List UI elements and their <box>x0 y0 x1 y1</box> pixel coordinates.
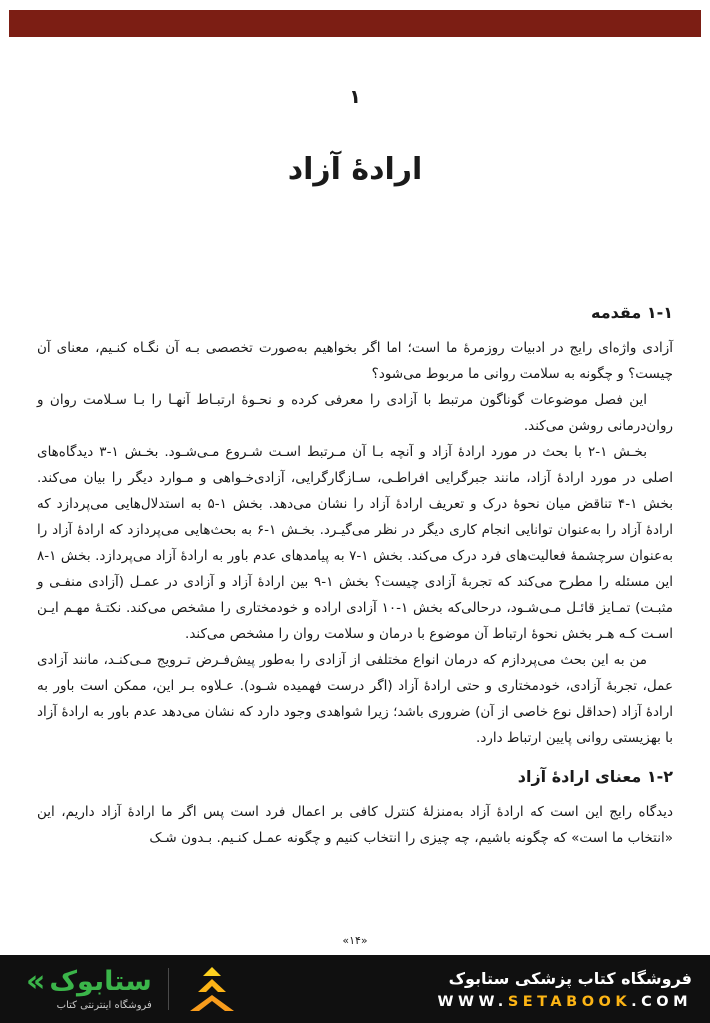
section-introduction <box>37 303 673 751</box>
paragraph: آزادی واژه‌ای رایج در ادبیات روزمرۀ ما است؛ اما اگر بخواهیم به‌صورت تخصصی بـه آن نگـاه کنـیم، معنای آن چیست؟ و چگونه به سلامت روانی ما مربوط می‌شود؟ <box>37 340 673 382</box>
page-number: «۱۴» <box>342 934 368 947</box>
section-heading-meaning: ۱-۲ معنای ارادۀ آزاد <box>517 767 673 786</box>
setabook-logo[interactable] <box>26 966 239 1012</box>
footer-store-info <box>438 969 693 1010</box>
website-url[interactable] <box>438 994 693 1010</box>
section-heading-introduction: ۱-۱ مقدمه <box>590 303 673 322</box>
url-brand: SETABOOK <box>507 993 632 1010</box>
url-suffix: .COM <box>631 993 692 1010</box>
logo-chevron-icon: « <box>26 964 46 999</box>
chapter-header-bar <box>9 10 701 37</box>
pyramid-books-icon <box>185 966 239 1012</box>
section-meaning-of-free-will <box>37 767 673 851</box>
url-prefix: WWW. <box>437 993 508 1010</box>
chapter-number: ۱ <box>349 86 361 108</box>
store-name: فروشگاه کتاب پزشکی ستابوک <box>448 968 692 988</box>
logo-text-block <box>26 964 152 1011</box>
chapter-title: ارادۀ آزاد <box>287 152 423 187</box>
paragraph: این فصل موضوعات گوناگون مرتبط با آزادی را معرفی کرده و نحـوۀ ارتبـاط آنهـا را بـا سـلامت روان و روان‌درمانی روشن می‌کند. <box>37 392 673 434</box>
paragraph: بخـش ۱-۲ با بحث در مورد ارادۀ آزاد و آنچه بـا آن مـرتبط اسـت شـروع مـی‌شـود. بخـش ۱-۳ دیدگاه‌های اصلی در مورد ارادۀ آزاد، مانند جبرگرایی افراطـی، سـازگارگرایی، آزادی‌خـواهی و مـوارد دیگر را بیان می‌کند. بخش ۱-۴ تناقض میان نحوۀ درک و تعریف ارادۀ آزاد را نشان می‌دهد. بخش ۱-۵ به استدلال‌هایی می‌پردازد که ارادۀ آزاد را به‌عنوان توانایی انجام کاری دیگر در نظر می‌گیـرد. بخـش ۱-۶ به بحث‌هایی می‌پردازد که ارادۀ آزاد را به‌عنوان سرچشمۀ فعالیت‌های فرد درک می‌کند. بخش ۱-۷ به پیامدهای عدم باور به ارادۀ آزاد می‌پردازد. بخش ۱-۸ این مسئله را مطرح می‌کند که تجربۀ آزادی چیست؟ بخش ۱-۹ بین ارادۀ آزاد و آزادی در عمـل (آزادی منفـی و مثبـت) تمـایز قائـل مـی‌شـود، درحالی‌که بخش ۱-۱۰ آزادی اراده و خودمختاری را مشخص می‌کند. نکتـۀ مهـم ایـن اسـت کـه هـر بخش نحوۀ ارتباط آن موضوع با درمان و سلامت روان را مشخص می‌کند. <box>37 444 674 642</box>
logo-divider <box>168 968 169 1010</box>
paragraph: من به این بحث می‌پردازم که درمان انواع مختلفی از آزادی را به‌طور پیش‌فـرض تـرویج مـی‌کنـد، مانند آزادی عمل، تجربۀ آزادی، خودمختاری و حتی ارادۀ آزاد (اگر درست فهمیده شـود). عـلاوه بـر این، ممکن است باور به ارادۀ آزاد (حداقل نوع خاصی از آن) ضروری باشد؛ زیرا شواهدی وجود دارد که نشان می‌دهد عدم باور به ارادۀ آزاد با بهزیستی روانی پایین ارتباط دارد. <box>37 652 673 746</box>
logo-name: ستابوک <box>49 965 152 997</box>
footer-banner <box>0 955 710 1023</box>
logo-subtitle: فروشگاه اینترنتی کتاب <box>56 1000 152 1011</box>
logo-wordmark <box>26 964 152 999</box>
paragraph: دیدگاه رایج این است که ارادۀ آزاد به‌منزلۀ کنترل کافی بر اعمال فرد است پس اگر ما ارادۀ آزاد داریم، این «انتخاب ما است» که چگونه باشیم، چه چیزی را انتخاب کنیم و چگونه عمـل کنـیم. بـدون شـک <box>37 804 673 846</box>
